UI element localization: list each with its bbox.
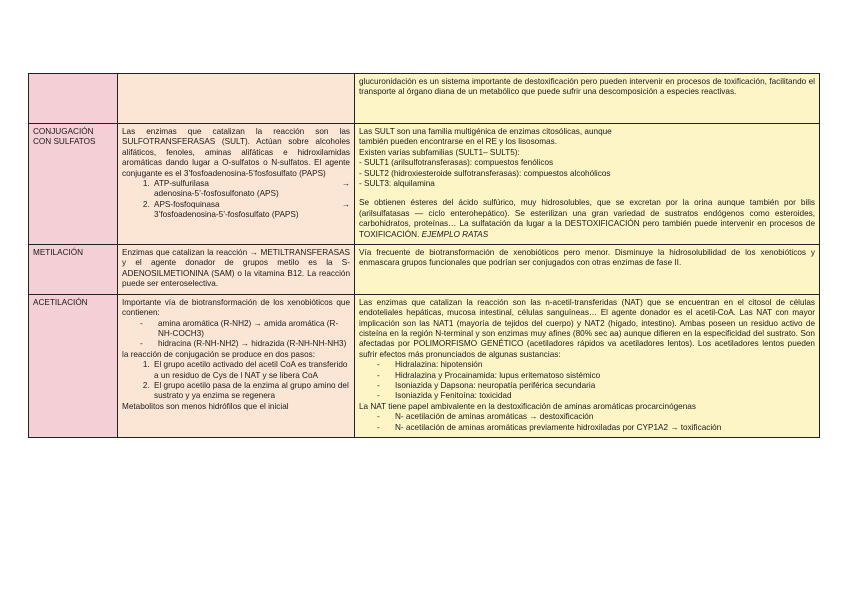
roles-list <box>359 412 815 433</box>
description-cell-metilacion: Vía frecuente de biotransformación de xenobióticos pero menor. Disminuye la hidrosolubilidad de los xenobióticos y enmascara grupos funcionales que podrían ser conjugados con otras enzimas de fase II. <box>355 245 820 295</box>
row-label-sulfatos: CONJUGACIÓN CON SULFATOS <box>29 124 118 245</box>
substrate-list <box>122 319 350 350</box>
list-item: - N- acetilación de aminas aromáticas previamente hidroxiladas por CYP1A2 → toxificación <box>377 423 815 433</box>
effects-list <box>359 360 815 402</box>
table-row <box>29 245 820 295</box>
enzyme-cell-acetilacion: Importante vía de biotransformación de los xenobióticos que contienen: - amina aromática (R-NH2) → amida aromática (R-NH-COCH3) - hidracina (R-NH-NH2) → hidrazida (R-NH-NH-NH3) la reacción de conjugación se produce en dos pasos: 1. El grupo acetilo activado del acetil CoA es transferido a un residuo de Cys de l NAT y se libera CoA 2. El grupo acetilo pasa de la enzima al grupo amino del sustrato y ya enzima se regenera Metabolitos son menos hidrófilos que el inicial <box>118 294 355 437</box>
acetilacion-steps <box>122 360 350 402</box>
list-item: - Isoniazida y Fenitoína: toxicidad <box>377 391 815 401</box>
sulfatos-intro: Las enzimas que catalizan la reacción son las SULFOTRANSFERASAS (SULT). Actúan sobre alcoholes alifáticos, fenoles, aminas alifáticas e hidroxilamidas aromáticas dando lugar a O-sulfatos o N-sulfatos. El agente conjugante es el 3’fosfoadenosina-5’fosfosulfato (PAPS) <box>122 127 350 178</box>
table-row <box>29 74 820 124</box>
row-label-acetilacion: ACETILACIÓN <box>29 294 118 437</box>
enzyme-cell-sulfatos <box>118 124 355 245</box>
row-label-metilacion: METILACIÓN <box>29 245 118 295</box>
row-label-empty <box>29 74 118 124</box>
list-item: 2. APS-fosfoquinasa → 3’fosfoadenosina-5’-fosfosulfato (PAPS) <box>152 200 350 221</box>
description-cell-sulfatos: Las SULT son una familia multigénica de enzimas citosólicas, aunque también pueden encontrarse en el RE y los lisosomas. Existen varias subfamilias (SULT1– SULT5): - SULT1 (arilsulfotransferasas): compuestos fenólicos - SULT2 (hidroxiesteroide sulfotransferasas): compuestos alcohólicos - SULT3: alquilamina Se obtienen ésteres del ácido sulfúrico, muy hidrosolubles, que se excretan por la orina aunque también por bilis (arilsulfatasas — ciclo enterohepático). Se esterilizan una gran variedad de sustratos endógenos como esteroides, carbohidratos, proteínas… La sulfatación da lugar a la DESTOXIFICACIÓN pero también puede intervenir en procesos de TOXIFICACIÓN. EJEMPLO RATAS <box>355 124 820 245</box>
enzyme-cell-empty <box>118 74 355 124</box>
enzyme-cell-metilacion: Enzimas que catalizan la reacción → METILTRANSFERASAS y el agente donador de grupos metilo es la S-ADENOSILMETIONINA (SAM) o la vitamina B12. La reacción puede ser enteroselectiva. <box>118 245 355 295</box>
description-cell-acetilacion: Las enzimas que catalizan la reacción son las n-acetil-transferidas (NAT) que se encuentran en el citosol de células endoteliales hepáticas, mucosa intestinal, células sanguíneas… El agente donador es el acetil-CoA. Las NAT con mayor implicación son las NAT1 (mayoría de tejidos del cuerpo) y NAT2 (hígado, intestino). Ambas poseen un residuo activo de cisteína en la región N-terminal y son enzimas muy afines (80% sec aa) aunque difieren en la especificidad del sustrato. Son afectadas por POLIMORFISMO GENÉTICO (acetiladores rápidos va acetiladores lentos). Los acetiladores lentos pueden sufrir efectos más pronunciados de algunas sustancias: - Hidralazina: hipotensión - Hidralazina y Procainamida: lupus eritematoso sistémico - Isoniazida y Dapsona: neuropatía periférica secundaria - Isoniazida y Fenitoína: toxicidad La NAT tiene papel ambivalente en la destoxificación de aminas aromáticas procarcinógenas - N- acetilación de aminas aromáticas → destoxificación - N- acetilación de aminas aromáticas previamente hidroxiladas por CYP1A2 → toxificación <box>355 294 820 437</box>
sulfatos-steps <box>122 179 350 221</box>
list-item: 2. El grupo acetilo pasa de la enzima al grupo amino del sustrato y ya enzima se regenera <box>152 381 350 402</box>
table-row <box>29 294 820 437</box>
description-cell: glucuronidación es un sistema importante de destoxificación pero pueden intervenir en procesos de toxificación, facilitando el transporte al órgano diana de un metabólico que puede sufrir una descomposición a especies reactivas. <box>355 74 820 124</box>
table-row <box>29 124 820 245</box>
list-item: 1. ATP-sulfurilasa → adenosina-5’-fosfosulfonato (APS) <box>152 179 350 200</box>
list-item: - N- acetilación de aminas aromáticas → destoxificación <box>377 412 815 422</box>
list-item: - Isoniazida y Dapsona: neuropatía periférica secundaria <box>377 381 815 391</box>
list-item: - hidracina (R-NH-NH2) → hidrazida (R-NH-NH-NH3) <box>140 339 350 349</box>
list-item: 1. El grupo acetilo activado del acetil CoA es transferido a un residuo de Cys de l NAT y se libera CoA <box>152 360 350 381</box>
list-item: - Hidralazina y Procainamida: lupus eritematoso sistémico <box>377 371 815 381</box>
list-item: - amina aromática (R-NH2) → amida aromática (R-NH-COCH3) <box>140 319 350 340</box>
metabolism-table <box>28 73 820 438</box>
list-item: - Hidralazina: hipotensión <box>377 360 815 370</box>
